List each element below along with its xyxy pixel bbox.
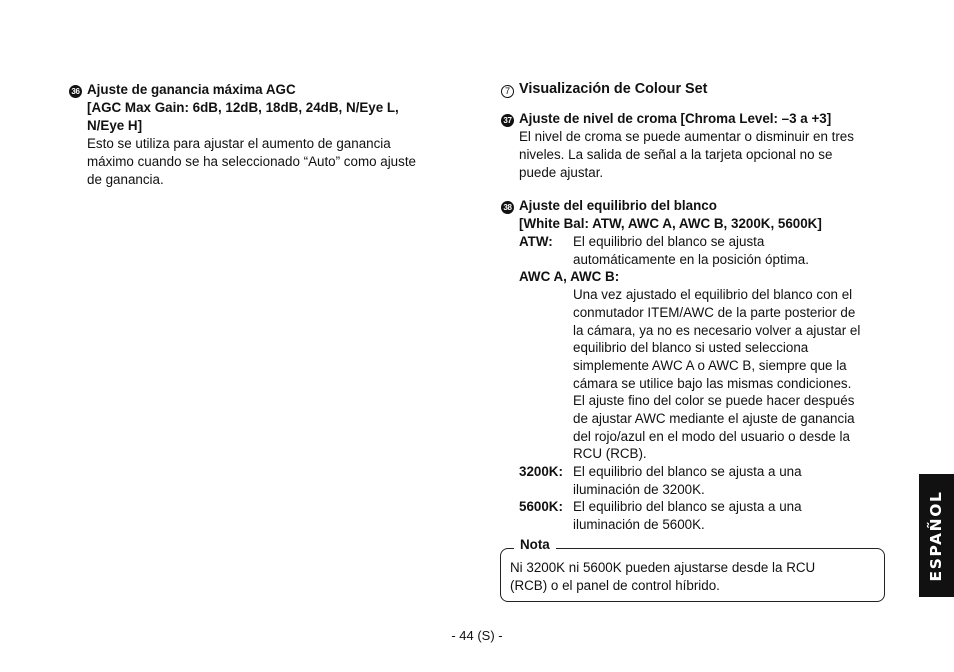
- section-title: Visualización de Colour Set: [519, 81, 708, 97]
- body-line: de ganancia.: [87, 172, 164, 187]
- body-line: puede ajustar.: [519, 165, 604, 180]
- definition-line: cámara se utilice bajo las mismas condiciones.: [573, 376, 852, 391]
- term-5600k: 5600K:: [519, 499, 563, 514]
- item-title: Ajuste del equilibrio del blanco: [519, 198, 717, 213]
- definition-line: El equilibrio del blanco se ajusta: [573, 234, 765, 249]
- setting-line: N/Eye H]: [87, 118, 143, 133]
- term-awc: AWC A, AWC B:: [519, 269, 620, 284]
- setting-line: [White Bal: ATW, AWC A, AWC B, 3200K, 5600K]: [519, 216, 822, 231]
- section-number-marker: 7: [501, 85, 514, 98]
- note-line: Ni 3200K ni 5600K pueden ajustarse desde la RCU: [510, 560, 816, 575]
- note-line: (RCB) o el panel de control híbrido.: [510, 578, 720, 593]
- definition-line: conmutador ITEM/AWC de la parte posterior de: [573, 305, 856, 320]
- note-label: Nota: [514, 536, 556, 554]
- item-title: Ajuste de ganancia máxima AGC: [87, 82, 296, 97]
- definition-line: iluminación de 3200K.: [573, 482, 705, 497]
- definition-line: del rojo/azul en el modo del usuario o desde la: [573, 429, 850, 444]
- definition-line: equilibrio del blanco si usted selecciona: [573, 340, 809, 355]
- definition-line: simplemente AWC A o AWC B, siempre que la: [573, 358, 847, 373]
- body-line: máximo cuando se ha seleccionado “Auto” como ajuste: [87, 154, 416, 169]
- item-title: Ajuste de nivel de croma [Chroma Level: –3 a +3]: [519, 111, 832, 126]
- item-number-marker: 36: [69, 85, 82, 98]
- definition-line: El equilibrio del blanco se ajusta a una: [573, 464, 802, 479]
- page-number: - 44 (S) -: [451, 628, 503, 643]
- item-number-marker: 38: [501, 201, 514, 214]
- definition-line: El equilibrio del blanco se ajusta a una: [573, 499, 802, 514]
- term-3200k: 3200K:: [519, 464, 563, 479]
- definition-line: RCU (RCB).: [573, 446, 647, 461]
- definition-line: El ajuste fino del color se puede hacer después: [573, 393, 855, 408]
- definition-line: Una vez ajustado el equilibrio del blanco con el: [573, 287, 853, 302]
- definition-line: la cámara, ya no es necesario volver a ajustar el: [573, 323, 861, 338]
- language-tab-label: ESPAÑOL: [926, 490, 945, 581]
- term-atw: ATW:: [519, 234, 553, 249]
- definition-line: automáticamente en la posición óptima.: [573, 252, 809, 267]
- item-number-marker: 37: [501, 114, 514, 127]
- body-line: Esto se utiliza para ajustar el aumento de ganancia: [87, 136, 391, 151]
- body-line: niveles. La salida de señal a la tarjeta opcional no se: [519, 147, 833, 162]
- definition-line: de ajustar AWC mediante el ajuste de ganancia: [573, 411, 855, 426]
- language-tab: [919, 474, 954, 597]
- definition-line: iluminación de 5600K.: [573, 517, 705, 532]
- setting-line: [AGC Max Gain: 6dB, 12dB, 18dB, 24dB, N/Eye L,: [87, 100, 399, 115]
- body-line: El nivel de croma se puede aumentar o disminuir en tres: [519, 129, 854, 144]
